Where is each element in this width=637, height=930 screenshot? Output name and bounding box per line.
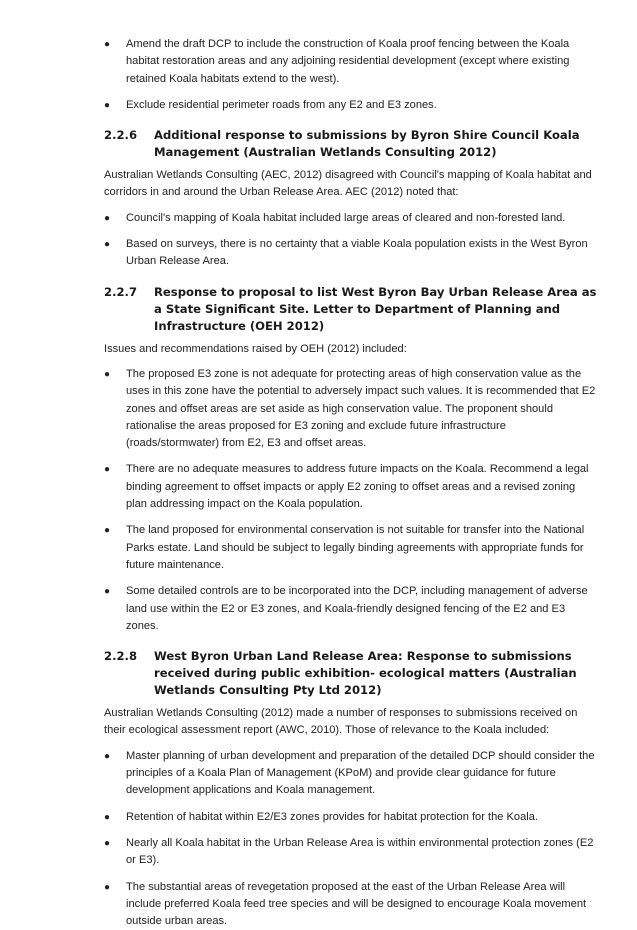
bullet-icon: ● xyxy=(104,809,110,826)
bullet-icon: ● xyxy=(104,748,110,765)
bullet-text: Retention of habitat within E2/E3 zones provides for habitat protection for the Koala. xyxy=(126,811,538,823)
section-intro: Australian Wetlands Consulting (AEC, 2012) disagreed with Council's mapping of Koala habitat and corridors in and around the Urban Release Area. AEC (2012) noted that: xyxy=(104,167,599,202)
bullet-icon: ● xyxy=(104,583,110,600)
section-title: West Byron Urban Land Release Area: Response to submissions received during public exhibition- ecological matters (Australian Wetlands Consulting Pty Ltd 2012) xyxy=(154,648,599,699)
list-item xyxy=(104,461,599,513)
section-heading xyxy=(104,127,599,161)
bullet-text: Nearly all Koala habitat in the Urban Release Area is within environmental protection zones (E2 or E3). xyxy=(126,837,593,866)
bullet-text: There are no adequate measures to address future impacts on the Koala. Recommend a legal binding agreement to offset impacts or apply E2 zoning to offset areas and a revised zoning plan addressing impact on the Koala population. xyxy=(126,463,589,510)
section-bullet-list xyxy=(104,366,599,635)
list-item xyxy=(104,879,599,930)
list-item xyxy=(104,97,599,114)
section-bullet-list xyxy=(104,748,599,930)
bullet-icon: ● xyxy=(104,879,110,896)
section-number: 2.2.7 xyxy=(104,284,154,335)
bullet-text: Exclude residential perimeter roads from any E2 and E3 zones. xyxy=(126,99,437,111)
list-item xyxy=(104,583,599,635)
bullet-icon: ● xyxy=(104,461,110,478)
list-item xyxy=(104,748,599,800)
bullet-text: The substantial areas of revegetation proposed at the east of the Urban Release Area will include preferred Koala feed tree species and will be designed to encourage Koala movement outside urban areas. xyxy=(126,881,586,928)
section-2-2-6 xyxy=(104,127,599,270)
section-2-2-7 xyxy=(104,284,599,635)
list-item xyxy=(104,366,599,452)
list-item xyxy=(104,835,599,870)
bullet-text: Some detailed controls are to be incorporated into the DCP, including management of adverse land use within the E2 or E3 zones, and Koala-friendly designed fencing of the E2 and E3 zones. xyxy=(126,585,588,632)
list-item xyxy=(104,236,599,271)
bullet-text: The land proposed for environmental conservation is not suitable for transfer into the National Parks estate. Land should be subject to legally binding agreements with appropriate funds for future maintenance. xyxy=(126,524,584,571)
bullet-text: Master planning of urban development and preparation of the detailed DCP should consider the principles of a Koala Plan of Management (KPoM) and provide clear guidance for future development applications and Koala management. xyxy=(126,750,595,797)
intro-bullet-list xyxy=(104,36,599,114)
list-item xyxy=(104,522,599,574)
bullet-text: Council's mapping of Koala habitat included large areas of cleared and non-forested land. xyxy=(126,212,565,224)
section-2-2-8 xyxy=(104,648,599,930)
bullet-icon: ● xyxy=(104,522,110,539)
bullet-icon: ● xyxy=(104,97,110,114)
bullet-icon: ● xyxy=(104,210,110,227)
section-heading xyxy=(104,648,599,699)
section-bullet-list xyxy=(104,210,599,271)
section-title: Additional response to submissions by Byron Shire Council Koala Management (Australian Wetlands Consulting 2012) xyxy=(154,127,599,161)
bullet-icon: ● xyxy=(104,366,110,383)
list-item xyxy=(104,210,599,227)
bullet-text: Based on surveys, there is no certainty that a viable Koala population exists in the West Byron Urban Release Area. xyxy=(126,238,588,267)
section-title: Response to proposal to list West Byron Bay Urban Release Area as a State Significant Site. Letter to Department of Planning and Infrastructure (OEH 2012) xyxy=(154,284,599,335)
bullet-icon: ● xyxy=(104,835,110,852)
section-intro: Issues and recommendations raised by OEH (2012) included: xyxy=(104,341,599,358)
bullet-text: The proposed E3 zone is not adequate for protecting areas of high conservation value as the uses in this zone have the potential to adversely impact such values. It is recommended that E2 zones and offset areas are set aside as high conservation value. The proponent should rationalise the areas proposed for E3 zoning and exclude future infrastructure (roads/stormwater) from E2, E3 and offset areas. xyxy=(126,368,595,449)
section-heading xyxy=(104,284,599,335)
section-number: 2.2.8 xyxy=(104,648,154,699)
bullet-icon: ● xyxy=(104,36,110,53)
list-item xyxy=(104,809,599,826)
section-intro: Australian Wetlands Consulting (2012) made a number of responses to submissions received on their ecological assessment report (AWC, 2010). Those of relevance to the Koala included: xyxy=(104,705,599,740)
bullet-icon: ● xyxy=(104,236,110,253)
list-item xyxy=(104,36,599,88)
bullet-text: Amend the draft DCP to include the construction of Koala proof fencing between the Koala habitat restoration areas and any adjoining residential development (except where existing retained Koala habitats extend to the west). xyxy=(126,38,569,85)
section-number: 2.2.6 xyxy=(104,127,154,161)
